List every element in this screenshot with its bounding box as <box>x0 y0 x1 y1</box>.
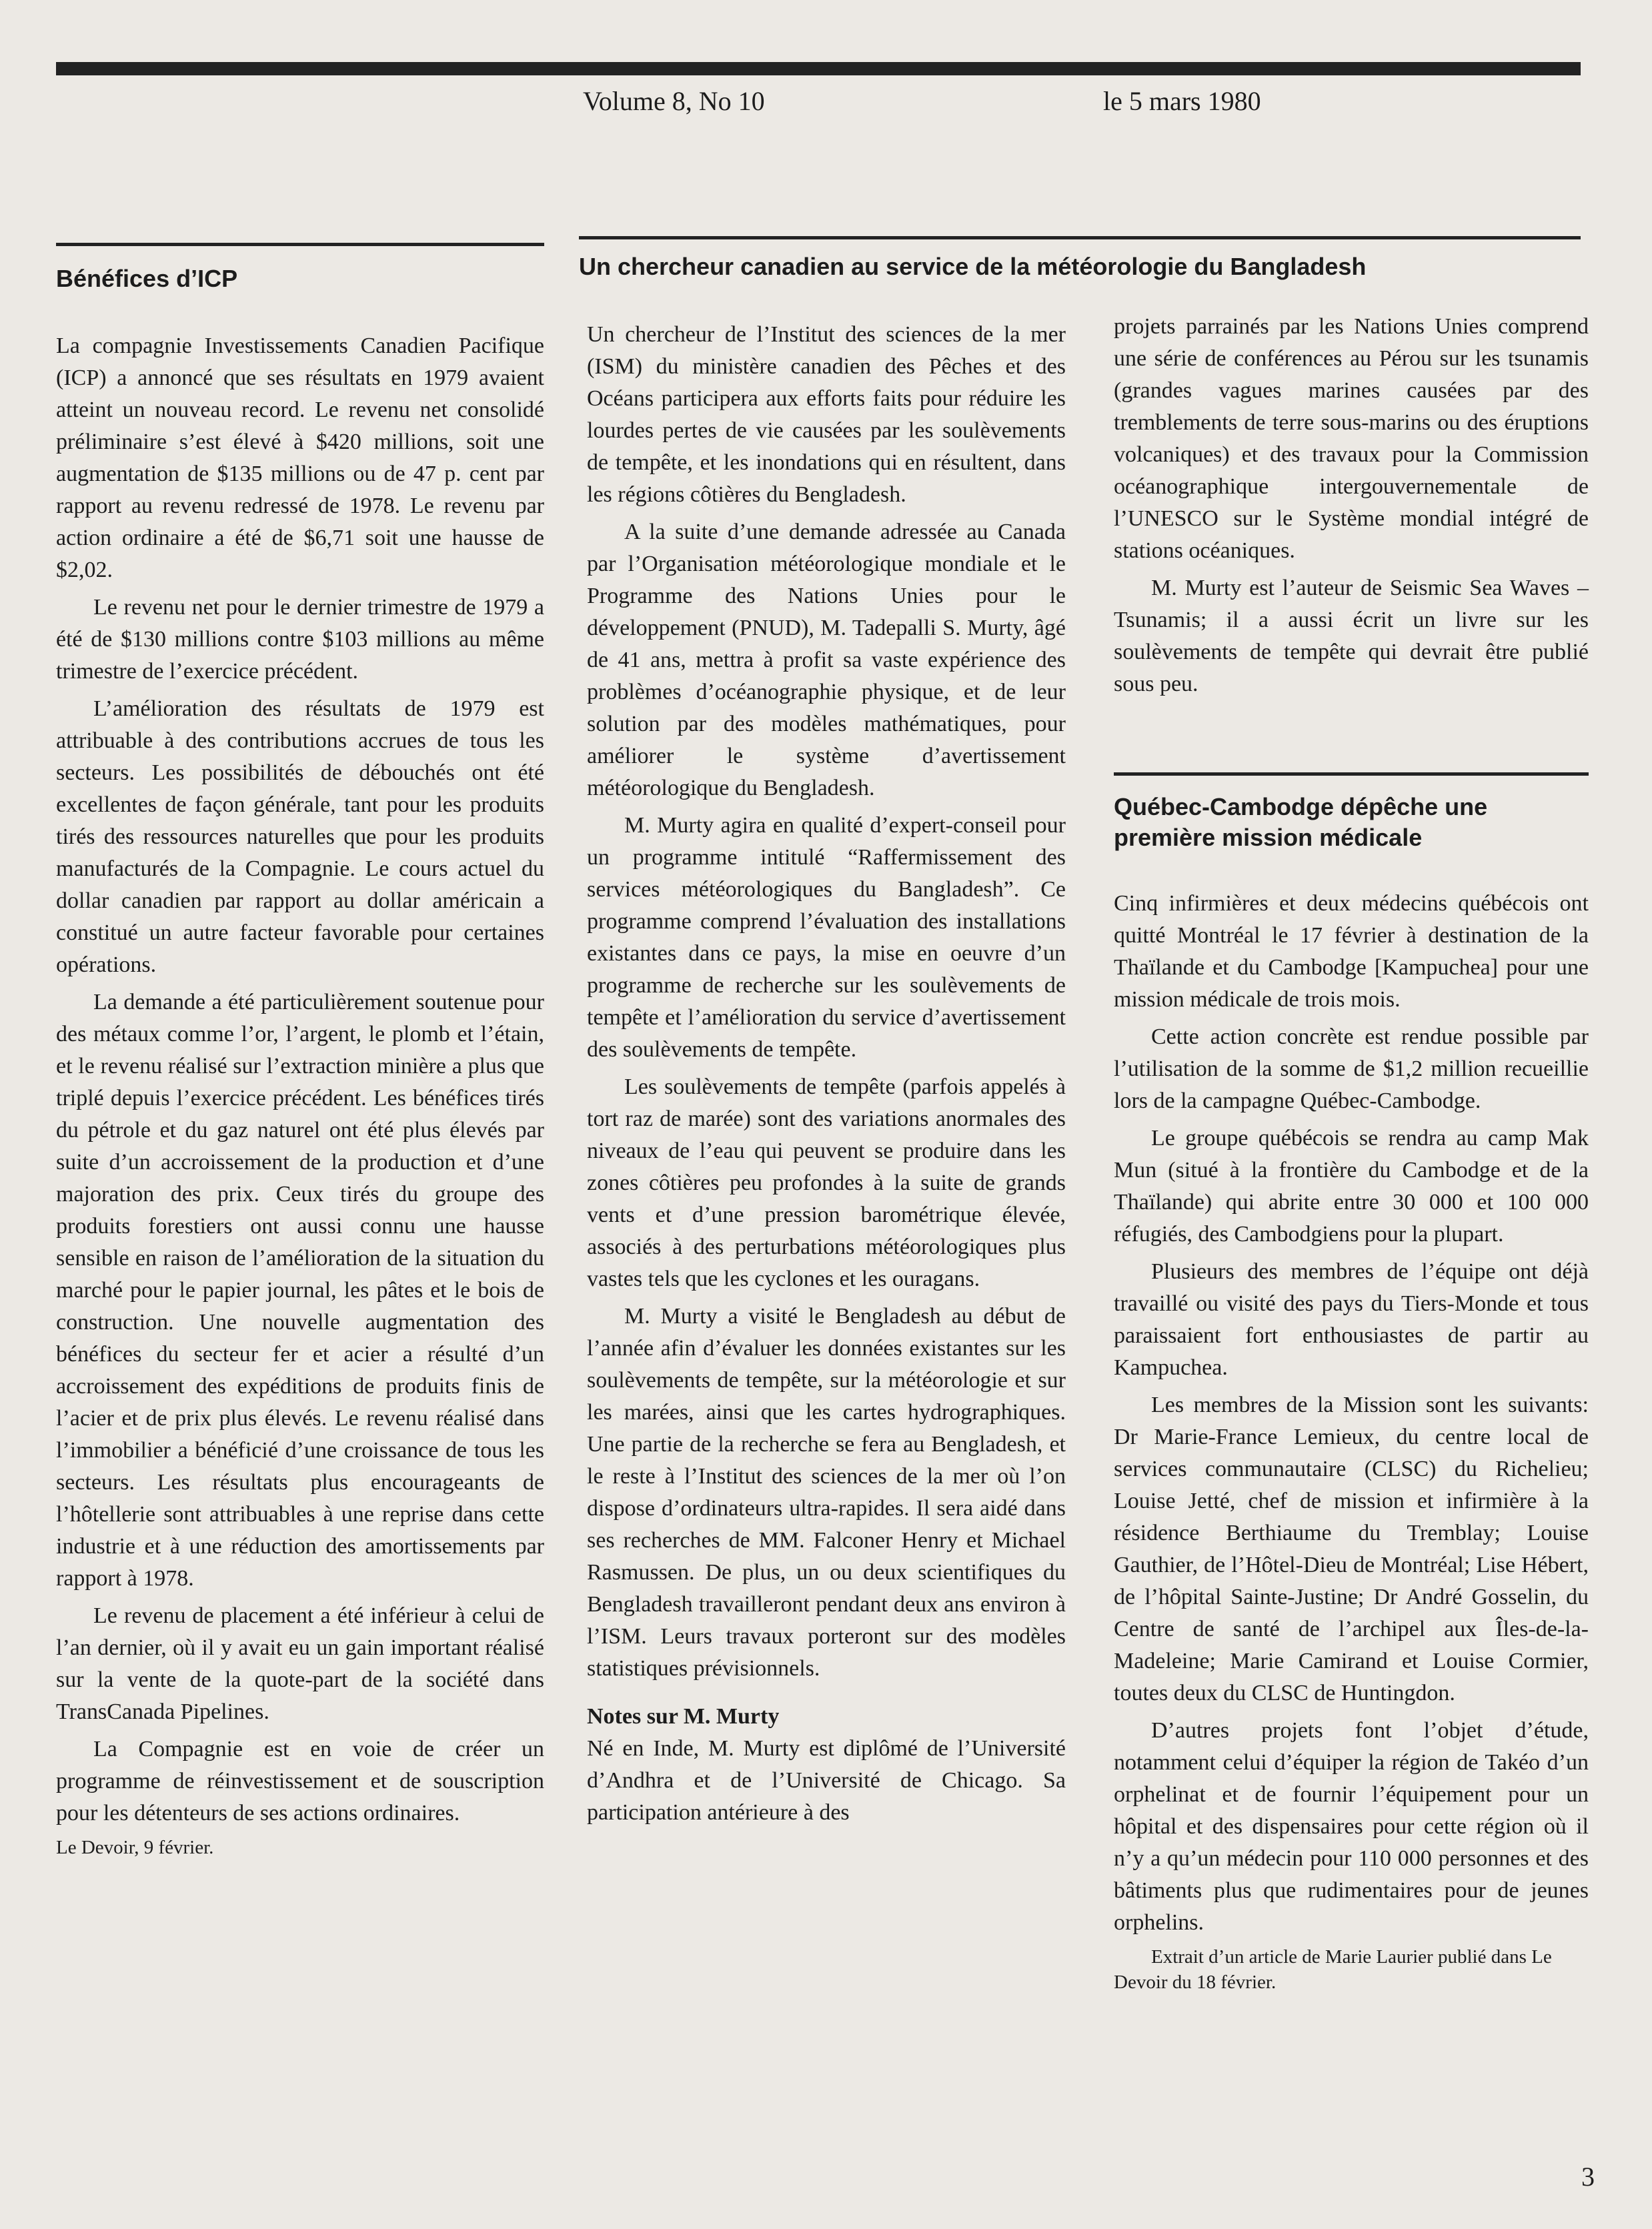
paragraph: M. Murty a visité le Bengladesh au début de l’année afin d’évaluer les données existantes sur les soulèvements de tempête, sur la météorologie et sur les marées, ainsi que les cartes hydrographiques. Une partie de la recherche se fera au Bengladesh, et le reste à l’Institut des sciences de la mer où l’on dispose d’ordinateurs ultra-rapides. Il sera aidé dans ses recherches de MM. Falconer Henry et Michael Rasmussen. De plus, un ou deux scientifiques du Bengladesh travailleront pendant deux ans environ à l’ISM. Leurs travaux porteront sur des modèles statistiques prévisionnels. <box>587 1304 1066 1681</box>
paragraph: M. Murty est l’auteur de Seismic Sea Waves – Tsunamis; il a aussi écrit un livre sur les soulèvements de tempête qui devrait être publié sous peu. <box>1114 576 1589 696</box>
paragraph: La demande a été particulièrement soutenue pour des métaux comme l’or, l’argent, le plomb et l’étain, et le revenu réalisé sur l’extraction minière a plus que triplé depuis l’exercice précédent. Les bénéfices tirés du pétrole et du gaz naturel ont été plus élevés par suite d’un accroissement de la production et d’une majoration des prix. Ceux tirés du groupe des produits forestiers ont aussi connu une hausse sensible en raison de l’amélioration de la situation du marché pour le papier journal, les pâtes et le bois de construction. Une nouvelle augmentation des bénéfices du secteur fer et acier a résulté d’un accroissement des expéditions de produits finis de l’acier et de prix plus élevés. Le revenu réalisé dans l’immobilier a bénéficié d’une croissance de tous les secteurs. Les résultats plus encourageants de l’hôtellerie sont attribuables à une reprise dans cette industrie et à une réduction des amortissements par rapport à 1978. <box>56 990 544 1591</box>
paragraph: Les soulèvements de tempête (parfois appelés à tort raz de marée) sont des variations anormales des niveaux de l’eau qui peuvent se produire dans les zones côtières peu profondes à la suite de grands vents et d’une pression barométrique élevée, associés à des perturbations météorologiques plus vastes tels que les cyclones et les ouragans. <box>587 1074 1066 1291</box>
paragraph: Cinq infirmières et deux médecins québécois ont quitté Montréal le 17 février à destination de la Thaïlande et du Cambodge [Kampuchea] pour une mission médicale de trois mois. <box>1114 891 1589 1012</box>
paragraph: L’amélioration des résultats de 1979 est attribuable à des contributions accrues de tous les secteurs. Les possibilités de débouchés ont été excellentes de façon générale, tant pour les produits tirés des ressources naturelles que pour les produits manufacturés de la Compagnie. Le cours actuel du dollar canadien par rapport au dollar américain a constitué un autre facteur favorable pour certaines opérations. <box>56 696 544 977</box>
article-title: Bénéfices d’ICP <box>56 265 238 292</box>
paragraph: projets parrainés par les Nations Unies comprend une série de conférences au Pérou sur les tsunamis (grandes vagues marines causées par des tremblements de terre sous-marins ou des éruptions volcaniques) et des travaux pour la Commission océanographique intergouvernementale de l’UNESCO sur le Système mondial intégré de stations océaniques. <box>1114 314 1589 563</box>
paragraph: Cette action concrète est rendue possible par l’utilisation de la somme de $1,2 million recueillie lors de la campagne Québec-Cambodge. <box>1114 1024 1589 1113</box>
article-cambodge <box>1114 772 1589 1995</box>
section-rule <box>1114 772 1589 776</box>
paragraph: Les membres de la Mission sont les suivants: Dr Marie-France Lemieux, du centre local de services communautaire (CLSC) du Richelieu; Louise Jetté, chef de mission et infirmière à la résidence Berthiaume du Tremblay; Louise Gauthier, de l’Hôtel-Dieu de Montréal; Lise Hébert, de l’hôpital Sainte-Justine; Dr André Gosselin, du Centre de santé de l’archipel aux Îles-de-la-Madeleine; Marie Camirand et Louise Cormier, toutes deux du CLSC de Huntingdon. <box>1114 1393 1589 1705</box>
paragraph: M. Murty agira en qualité d’expert-conseil pour un programme intitulé “Raffermissement des services météorologiques du Bangladesh”. Ce programme comprend l’évaluation des installations existantes dans ce pays, la mise en oeuvre d’un programme de recherche sur les soulèvements de tempête et l’amélioration du service d’avertissement des soulèvements de tempête. <box>587 813 1066 1062</box>
article-icp <box>56 243 544 1860</box>
article-body <box>56 330 544 1860</box>
paragraph: La compagnie Investissements Canadien Pacifique (ICP) a annoncé que ses résultats en 1979 avaient atteint un nouveau record. Le revenu net consolidé préliminaire s’est élevé à $420 millions, soit une augmentation de $135 millions ou de 47 p. cent par rapport au revenu redressé de 1978. Le revenu par action ordinaire a été de $6,71 soit une hausse de $2,02. <box>56 333 544 582</box>
issue-date: le 5 mars 1980 <box>1103 86 1261 116</box>
bangladesh-column-1 <box>587 319 1066 1834</box>
article-body <box>1114 888 1589 1995</box>
section-rule <box>56 243 544 246</box>
top-rule <box>56 62 1581 75</box>
paragraph: A la suite d’une demande adressée au Canada par l’Organisation météorologique mondiale et le Programme des Nations Unies pour le développement (PNUD), M. Tadepalli S. Murty, âgé de 41 ans, mettra à profit sa vaste expérience des problèmes d’océanographie physique, et de leur solution par des modèles mathématiques, pour améliorer le système d’avertissement météorologique du Bengladesh. <box>587 520 1066 800</box>
paragraph: Un chercheur de l’Institut des sciences de la mer (ISM) du ministère canadien des Pêches et des Océans participera aux efforts faits pour réduire les lourdes pertes de vie causées par les soulèvements de tempête, et les inondations qui en résultent, dans les régions côtières du Bengladesh. <box>587 322 1066 507</box>
paragraph: Le revenu de placement a été inférieur à celui de l’an dernier, où il y avait eu un gain important réalisé sur la vente de la quote-part de la société dans TransCanada Pipelines. <box>56 1603 544 1724</box>
paragraph: D’autres projets font l’objet d’étude, notamment celui d’équiper la région de Takéo d’un orphelinat et de fournir l’équipement pour un hôpital et des dispensaires pour cette région où il n’y a qu’un médecin pour 110 000 personnes et des bâtiments plus que rudimentaires pour de jeunes orphelins. <box>1114 1718 1589 1935</box>
paragraph: Plusieurs des membres de l’équipe ont déjà travaillé ou visité des pays du Tiers-Monde et tous paraissaient fort enthousiastes de partir au Kampuchea. <box>1114 1259 1589 1380</box>
section-rule <box>579 236 1581 239</box>
article-title: Québec-Cambodge dépêche une première mission médicale <box>1114 793 1488 851</box>
notes-subheading: Notes sur M. Murty <box>587 1704 780 1729</box>
paragraph: Né en Inde, M. Murty est diplômé de l’Université d’Andhra et de l’Université de Chicago. Sa participation antérieure à des <box>587 1736 1066 1825</box>
article-title: Un chercheur canadien au service de la météorologie du Bangladesh <box>579 253 1367 280</box>
source-credit: Le Devoir, 9 février. <box>56 1837 214 1858</box>
page-number: 3 <box>1581 2162 1595 2192</box>
volume-number: Volume 8, No 10 <box>583 86 765 116</box>
article-bangladesh <box>579 236 1581 282</box>
paragraph: Le revenu net pour le dernier trimestre de 1979 a été de $130 millions contre $103 millions au même trimestre de l’exercice précédent. <box>56 595 544 684</box>
source-credit: Extrait d’un article de Marie Laurier publié dans Le Devoir du 18 février. <box>1114 1946 1552 1993</box>
paragraph: La Compagnie est en voie de créer un programme de réinvestissement et de souscription pour les détenteurs de ses actions ordinaires. <box>56 1737 544 1825</box>
paragraph: Le groupe québécois se rendra au camp Mak Mun (situé à la frontière du Cambodge et de la Thaïlande) qui abrite entre 30 000 et 100 000 réfugiés, des Cambodgiens pour la plupart. <box>1114 1126 1589 1247</box>
bangladesh-column-2 <box>1114 311 1589 706</box>
